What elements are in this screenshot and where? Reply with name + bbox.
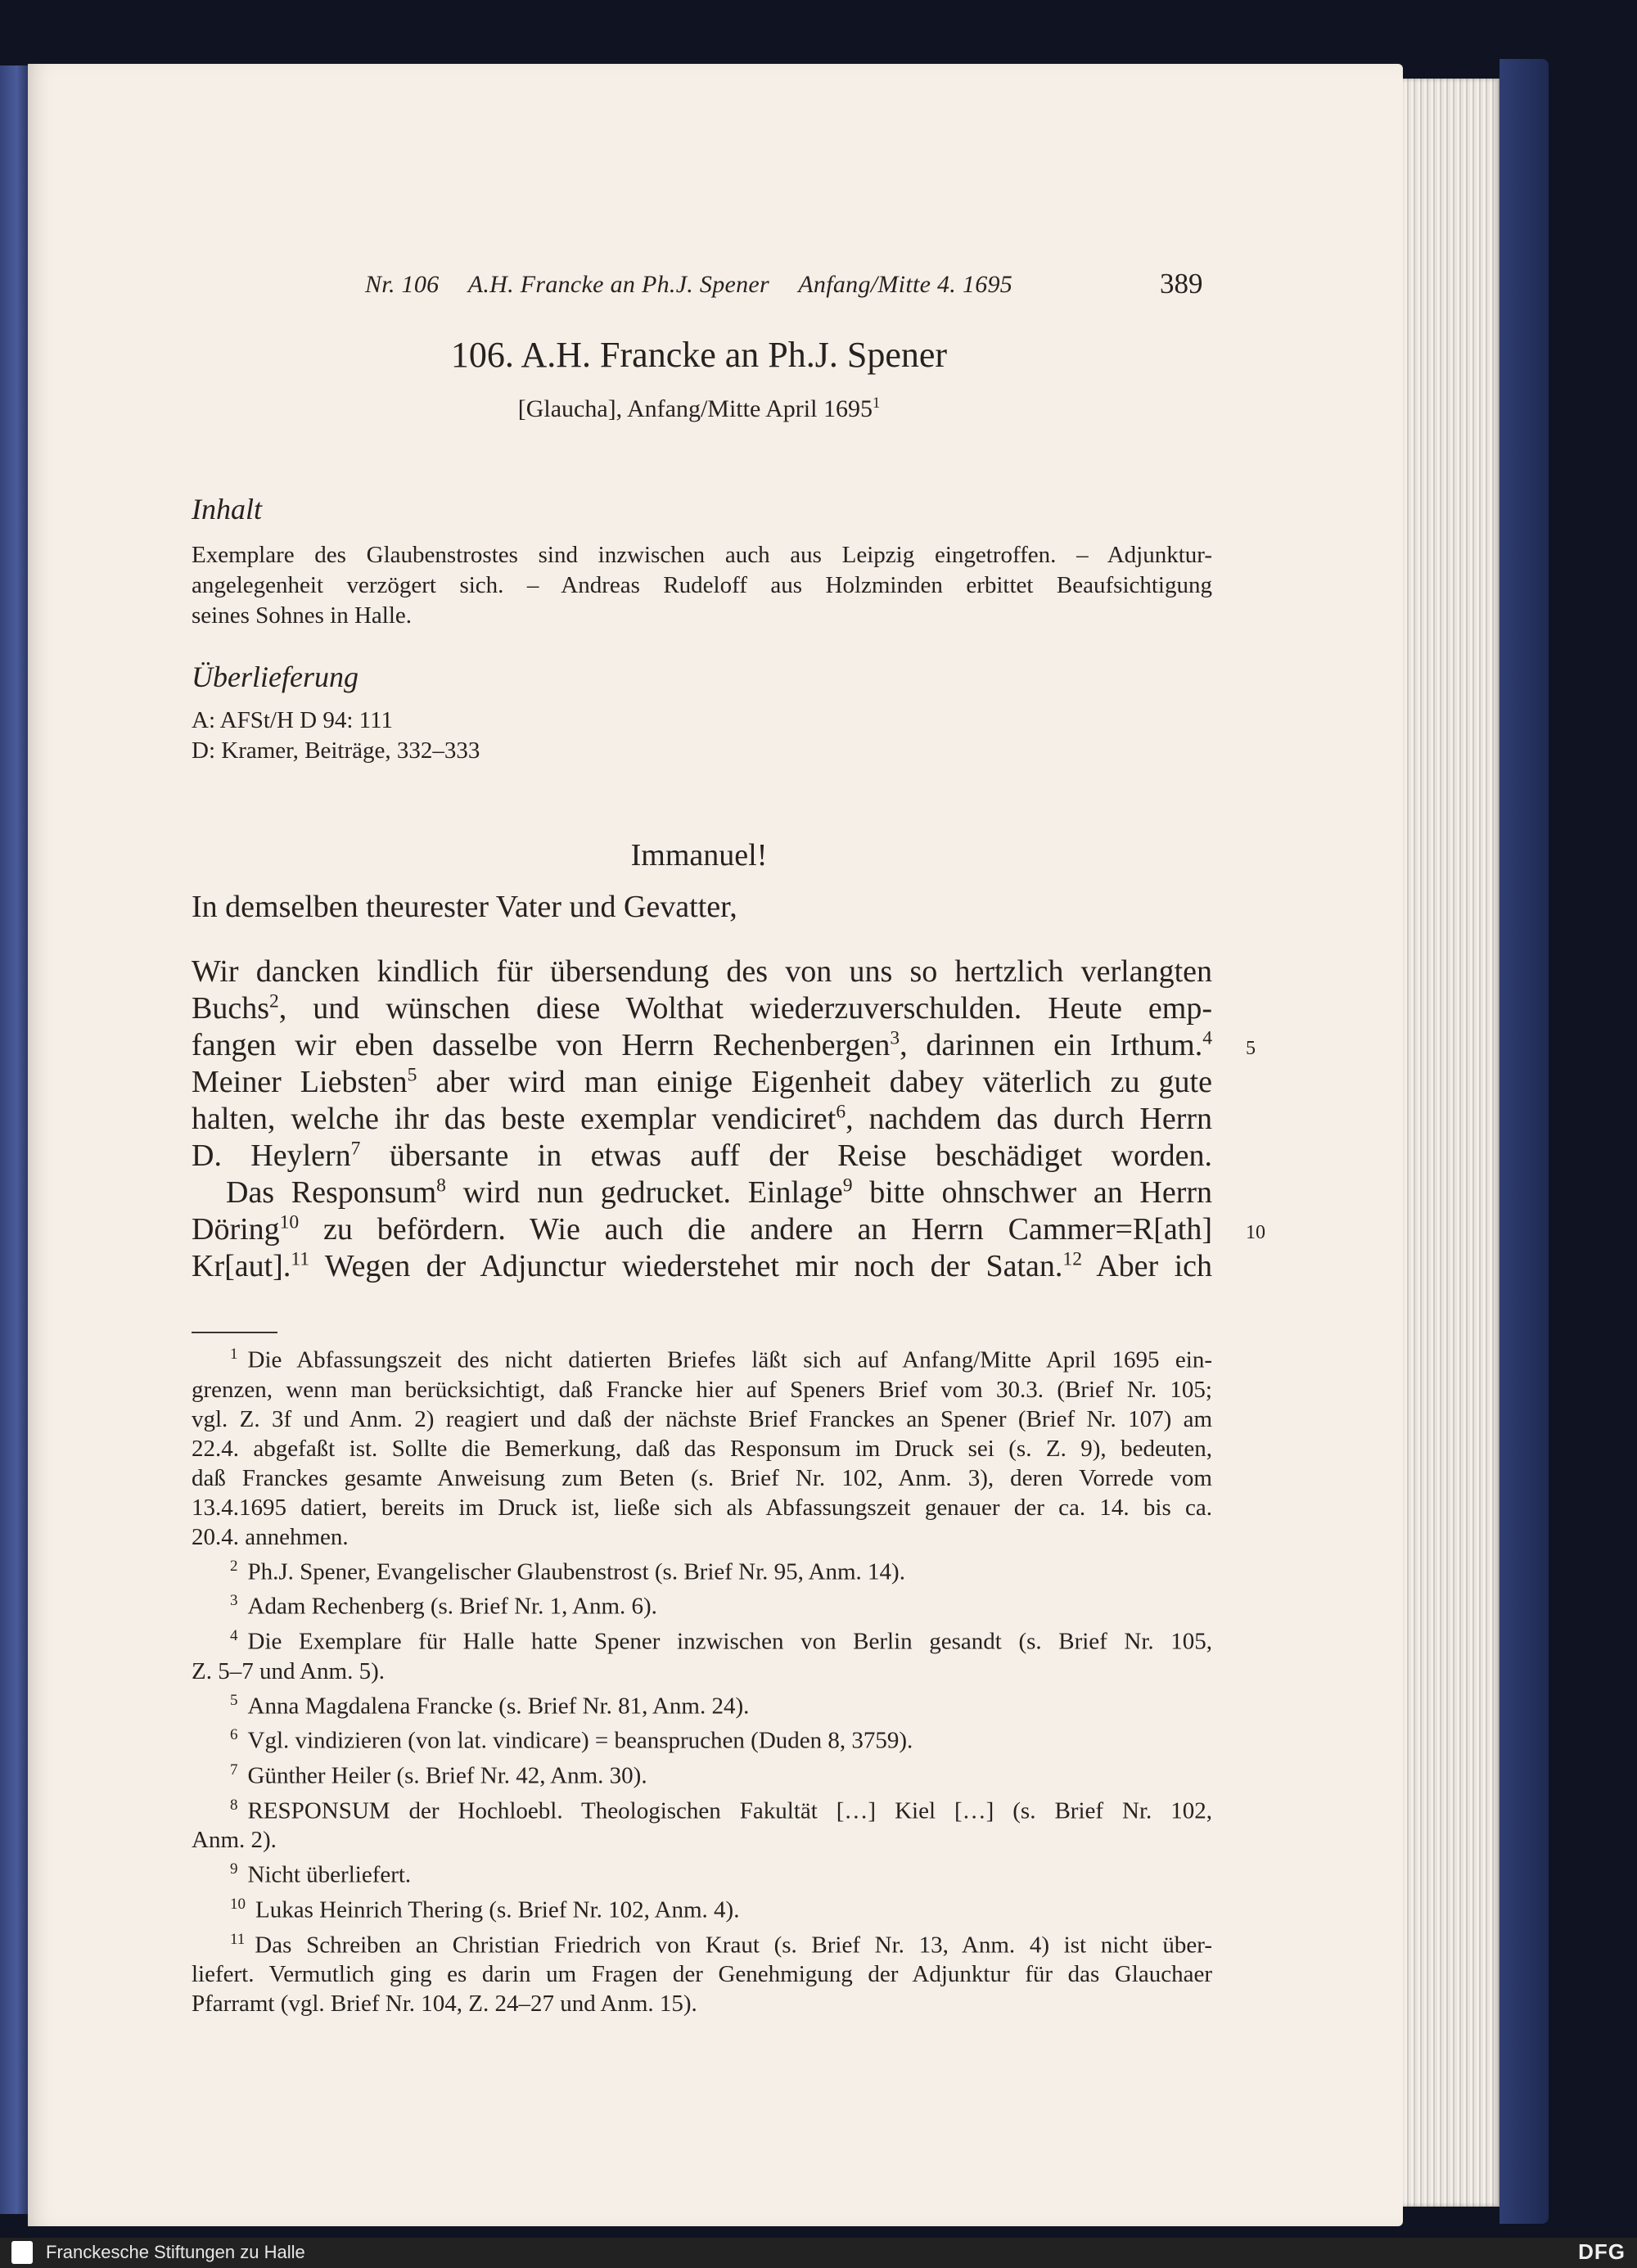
footnote-marker: 9 [842,1175,853,1197]
footnote-text: Anm. 2). [192,1827,277,1854]
running-head-number: Nr. 106 [365,271,440,298]
body-line [192,1064,1212,1101]
body-line [192,990,1212,1027]
footnote-marker: 2 [269,990,279,1012]
footnote-line [192,1375,1212,1405]
line-number-5: 5 [1246,1038,1256,1059]
body-text: Kr[aut]. [192,1249,291,1283]
footnote-marker: 7 [350,1138,361,1160]
footnote-marker: 6 [836,1101,846,1123]
footnote-number: 8 [230,1796,238,1814]
footnote-line [192,1552,1212,1587]
inhalt-heading: Inhalt [192,493,262,525]
place-date-text: [Glaucha], Anfang/Mitte April 1695 [517,395,873,422]
footnote-text: RESPONSUM der Hochloebl. Theologischen Fakultät […] Kiel […] (s. Brief Nr. 102, [247,1797,1212,1824]
footnote-line [192,1686,1212,1721]
footnote-text: daß Franckes gesamte Anweisung zum Beten (s. Brief Nr. 102, Anm. 3), deren Vorrede vom [192,1464,1212,1491]
body-text: wird nun gedrucket. Einlage [445,1175,843,1210]
body-text: Döring [192,1212,280,1247]
text-line: A: AFSt/H D 94: 111 [192,707,394,733]
text-line: D: Kramer, Beiträge, 332–333 [192,737,480,764]
footnote-number: 9 [230,1860,238,1878]
body-text: zu befördern. Wie auch die andere an Herrn Cammer=R[ath] [299,1212,1212,1247]
footnote-text: Anna Magdalena Francke (s. Brief Nr. 81, Anm. 24). [247,1693,750,1720]
footnote-marker: 12 [1062,1248,1082,1270]
footnote-marker: 4 [1202,1027,1212,1049]
footnote-marker: 8 [436,1175,446,1197]
salutation: Immanuel! [630,838,768,872]
footnote-marker: 11 [291,1248,310,1270]
footnote-number: 4 [230,1626,238,1644]
body-line [192,954,1212,990]
footnote-text: Z. 5–7 und Anm. 5). [192,1657,386,1684]
body-text: D. Heylern [192,1139,351,1173]
footnote-number: 11 [230,1930,246,1948]
footnote-number: 5 [230,1691,238,1709]
footnote-text: Die Exemplare für Halle hatte Spener inzwischen von Berlin gesandt (s. Brief Nr. 105, [247,1628,1212,1655]
footnote-rule [192,1332,277,1333]
footnote-marker: 5 [407,1064,417,1086]
page-number: 389 [1160,268,1203,300]
footnote-line [192,1657,1212,1686]
footnote-text: Adam Rechenberg (s. Brief Nr. 1, Anm. 6). [247,1593,657,1620]
letter-title: 106. A.H. Francke an Ph.J. Spener [450,335,948,375]
footnote-line [192,1493,1212,1522]
footnote-line [192,1463,1212,1493]
ueberlieferung-text [192,706,1212,766]
footnote-text: 22.4. abgefaßt ist. Sollte die Bemerkung, daß das Responsum im Druck sei (s. Z. 9), bedeuten, [192,1435,1212,1462]
footnote-text: Ph.J. Spener, Evangelischer Glaubenstrost (s. Brief Nr. 95, Anm. 14). [247,1558,905,1585]
letter-place-date [28,395,1370,423]
footnote-marker: 10 [279,1211,300,1233]
footnote-line [192,1340,1212,1375]
footnote-line [192,1434,1212,1463]
footnote-line [192,1621,1212,1657]
footnote-line [192,1925,1212,1960]
footnote-text: Vgl. vindizieren (von lat. vindicare) = beanspruchen (Duden 8, 3759). [247,1727,913,1754]
footnote-text: vgl. Z. 3f und Anm. 2) reagiert und daß der nächste Brief Franckes an Spener (Brief Nr. 107) am [192,1405,1212,1432]
place-date-note: 1 [872,395,881,412]
body-line [192,1211,1212,1248]
book-spine [0,65,28,2214]
footnote-number: 1 [230,1346,238,1363]
footnote-line [192,1405,1212,1434]
running-head-title: A.H. Francke an Ph.J. Spener [467,271,770,298]
footnote-number: 10 [230,1895,246,1913]
address-line: In demselben theurester Vater und Gevatter, [192,890,737,924]
footnote-line [192,1989,1212,2018]
body-text: Wegen der Adjunctur wiederstehet mir noch der Satan. [309,1249,1063,1283]
footnote-number: 7 [230,1761,238,1779]
body-line [192,1027,1212,1064]
ueberlieferung-heading: Überlieferung [192,661,359,693]
footnote-line [192,1720,1212,1756]
body-line [192,1248,1212,1285]
footnote-text: 20.4. annehmen. [192,1523,349,1550]
footnote-number: 2 [230,1557,238,1575]
book-cover-edge [1499,59,1549,2224]
body-line [192,1175,1212,1211]
footnote-text: Die Abfassungszeit des nicht datierten Briefes läßt sich auf Anfang/Mitte April 1695 ein- [247,1346,1212,1373]
footnote-text: Pfarramt (vgl. Brief Nr. 104, Z. 24–27 und Anm. 15). [192,1991,697,2018]
body-text: Meiner Liebsten [192,1065,408,1099]
body-text: halten, welche ihr das beste exemplar vendiciret [192,1102,837,1136]
body-text: , und wünschen diese Wolthat wiederzuverschulden. Heute emp- [278,991,1212,1026]
footnote-line [192,1855,1212,1890]
footnote-marker: 3 [890,1027,900,1049]
running-head-date: Anfang/Mitte 4. 1695 [798,271,1013,298]
institution-name: Franckesche Stiftungen zu Halle [46,2242,305,2262]
footnote-text: grenzen, wenn man berücksichtigt, daß Francke hier auf Speners Brief vom 30.3. (Brief Nr. 105; [192,1376,1212,1403]
body-text: Aber ich [1081,1249,1212,1283]
running-head [365,271,1035,299]
page-edges [1391,79,1499,2207]
footnote-line [192,1791,1212,1826]
footnote-line [192,1756,1212,1791]
body-text: bitte ohnschwer an Herrn [852,1175,1213,1210]
footnote-line [192,1522,1212,1552]
footnote-line [192,1959,1212,1989]
footnote-text: Lukas Heinrich Thering (s. Brief Nr. 102, Anm. 4). [255,1896,740,1923]
footnote-text: Das Schreiben an Christian Friedrich von Kraut (s. Brief Nr. 13, Anm. 4) ist nicht über- [255,1932,1212,1959]
footnote-text: Nicht überliefert. [247,1861,412,1888]
footnote-number: 6 [230,1726,238,1744]
body-text: Das Responsum [226,1175,437,1210]
body-text: aber wird man einige Eigenheit dabey väterlich zu gute [417,1065,1212,1099]
footnote-text: 13.4.1695 datiert, bereits im Druck ist, ließe sich als Abfassungszeit genauer der ca. 14. bis ca. [192,1494,1212,1521]
body-text: fangen wir eben dasselbe von Herrn Rechenbergen [192,1028,891,1062]
body-text: , darinnen ein Irthum. [900,1028,1203,1062]
footnote-line [192,1825,1212,1855]
text-line: angelegenheit verzögert sich. – Andreas Rudeloff aus Holzminden erbittet Beaufsichtigung [192,572,1212,598]
footnote-text: liefert. Vermutlich ging es darin um Fragen der Genehmigung der Adjunktur für das Glauchaer [192,1961,1212,1988]
footnote-line [192,1586,1212,1621]
body-text: Wir dancken kindlich für übersendung des von uns so hertzlich verlangten [192,954,1212,989]
footnote-number: 3 [230,1592,238,1610]
institution-logo-icon [11,2241,33,2264]
footnotes [192,1340,1212,2018]
footnote-text: Günther Heiler (s. Brief Nr. 42, Anm. 30). [247,1762,647,1789]
viewer-footer [0,2238,1637,2268]
body-line [192,1138,1212,1175]
footnote-line [192,1890,1212,1925]
body-text: Buchs [192,991,269,1026]
dfg-logo: DFG [1578,2239,1626,2264]
letter-body [192,954,1212,1285]
body-text: , nachdem das durch Herrn [846,1102,1213,1136]
body-text: übersante in etwas auff der Reise beschädiget worden. [360,1139,1212,1173]
line-number-10: 10 [1246,1222,1265,1243]
text-line: Exemplare des Glaubenstrostes sind inzwischen auch aus Leipzig eingetroffen. – Adjunktur- [192,542,1212,568]
body-line [192,1101,1212,1138]
text-line: seines Sohnes in Halle. [192,602,413,629]
inhalt-text [192,540,1212,631]
book-page [28,64,1403,2226]
